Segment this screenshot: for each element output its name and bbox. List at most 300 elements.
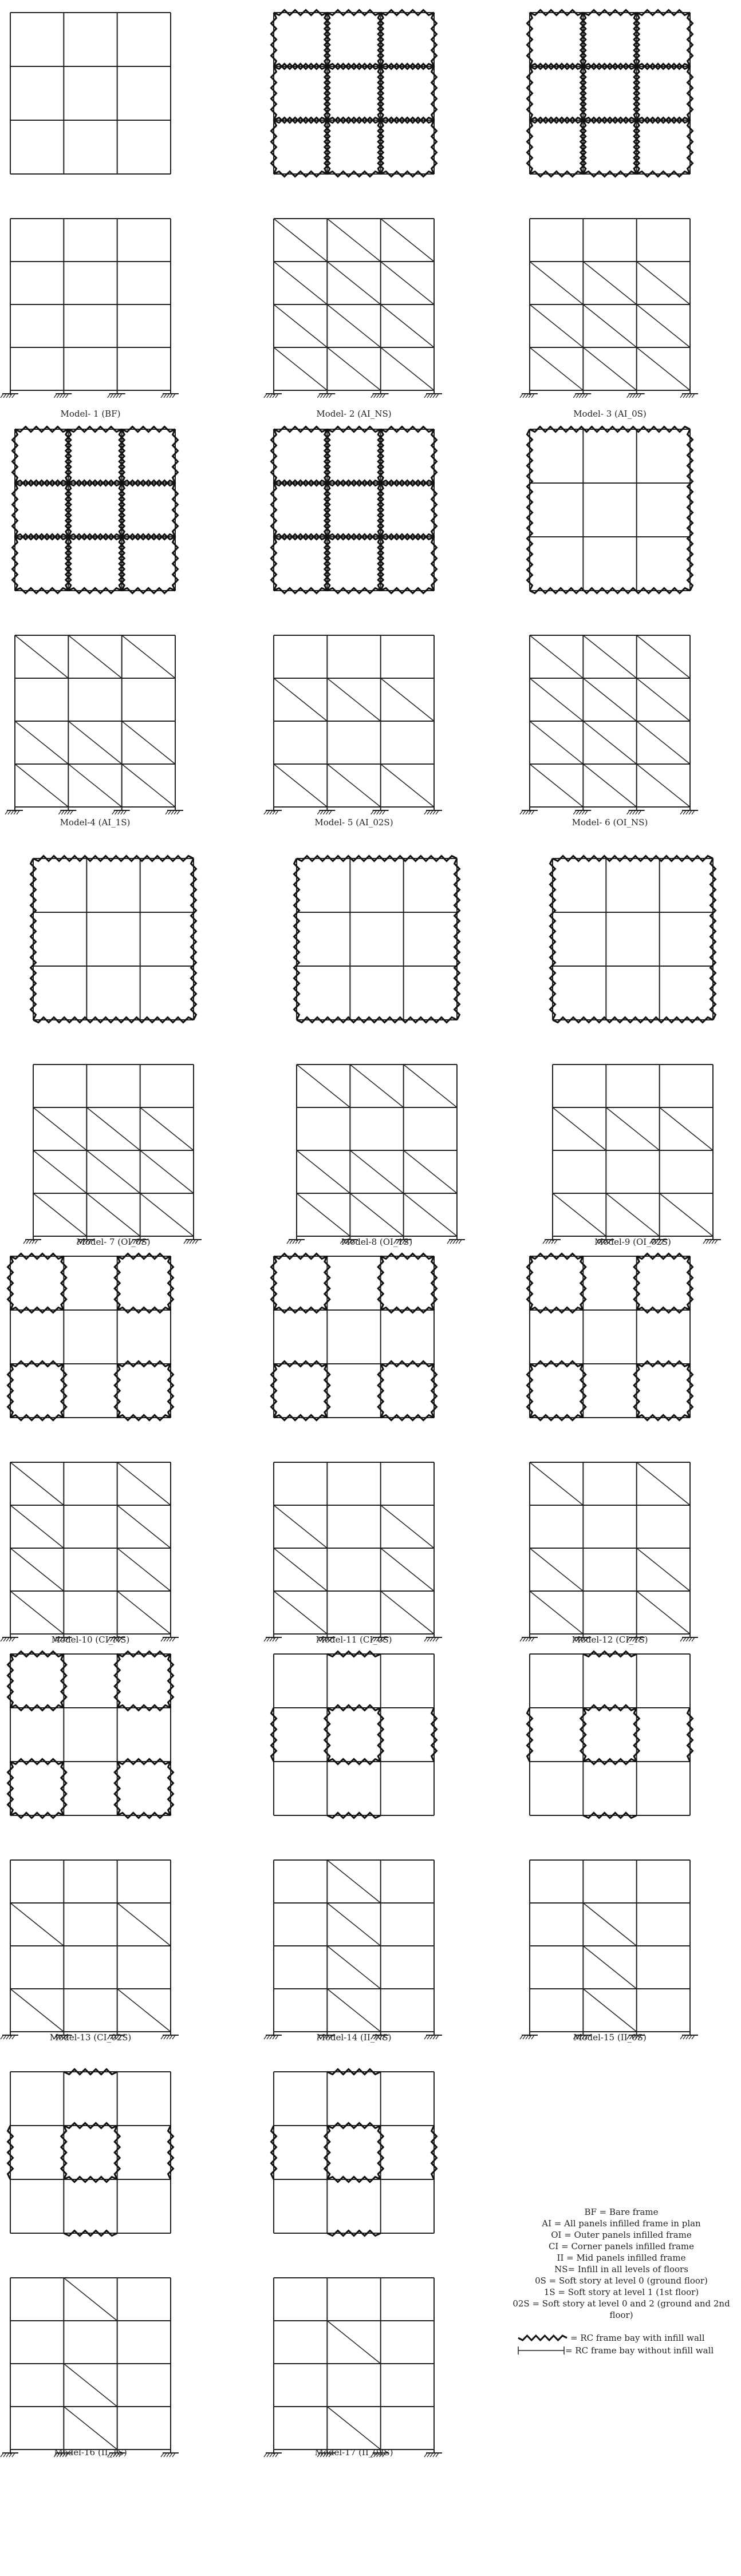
plan-view bbox=[8, 2069, 174, 2236]
infill-wall-outline bbox=[13, 535, 71, 593]
model-caption: Model-14 (II_NS) bbox=[316, 2032, 392, 2043]
infill-strut bbox=[583, 1903, 636, 1946]
model-caption: Model-12 (CI_1S) bbox=[571, 1635, 648, 1645]
infill-strut bbox=[117, 1548, 171, 1591]
infill-strut bbox=[327, 347, 380, 390]
infill-strut bbox=[64, 2407, 117, 2450]
support-hatch bbox=[323, 810, 326, 814]
support-hatch bbox=[683, 810, 686, 814]
support-hatch bbox=[582, 810, 585, 814]
support-hatch bbox=[374, 810, 377, 814]
plan-view bbox=[10, 13, 171, 174]
support-hatch bbox=[164, 2453, 167, 2457]
support-hatch bbox=[111, 394, 113, 398]
infill-wall-outline bbox=[119, 535, 178, 593]
support-hatch bbox=[456, 1240, 459, 1244]
support-hatch bbox=[579, 394, 582, 398]
infill-strut bbox=[381, 764, 434, 807]
support-hatch bbox=[546, 1240, 549, 1244]
infill-strut bbox=[381, 347, 434, 390]
support-hatch bbox=[58, 810, 61, 814]
infill-strut bbox=[637, 1591, 690, 1634]
support-hatch bbox=[520, 1637, 523, 1641]
infill-strut bbox=[530, 1591, 583, 1634]
support-hatch bbox=[26, 1240, 29, 1244]
infill-strut bbox=[33, 1193, 86, 1236]
infill-strut bbox=[381, 1548, 434, 1591]
support-hatch bbox=[520, 394, 523, 398]
infill-strut bbox=[140, 1193, 194, 1236]
infill-strut bbox=[10, 1903, 64, 1946]
support-hatch bbox=[374, 394, 377, 398]
infill-strut bbox=[381, 262, 434, 304]
infill-strut bbox=[530, 721, 583, 764]
support-hatch bbox=[638, 810, 641, 814]
elevation-view bbox=[264, 1860, 442, 2039]
support-hatch bbox=[430, 394, 433, 398]
support-hatch bbox=[167, 2453, 170, 2457]
infill-strut bbox=[637, 1548, 690, 1591]
infill-wall-outline bbox=[527, 64, 586, 123]
infill-strut bbox=[68, 635, 121, 678]
support-hatch bbox=[3, 1637, 6, 1641]
infill-strut bbox=[530, 304, 583, 347]
support-hatch bbox=[433, 2035, 436, 2039]
infill-strut bbox=[274, 304, 327, 347]
support-hatch bbox=[267, 2035, 270, 2039]
plan-view bbox=[550, 856, 716, 1023]
elevation-view bbox=[287, 1065, 465, 1244]
infill-strut bbox=[33, 1107, 86, 1150]
support-hatch bbox=[12, 1637, 15, 1641]
infill-strut bbox=[297, 1150, 350, 1193]
support-hatch bbox=[270, 810, 273, 814]
legend-line: 1S = Soft story at level 1 (1st floor) bbox=[543, 2287, 699, 2297]
support-hatch bbox=[709, 1240, 712, 1244]
support-hatch bbox=[6, 2035, 9, 2039]
infill-strut bbox=[10, 1462, 64, 1505]
support-hatch bbox=[326, 394, 329, 398]
infill-strut bbox=[583, 1989, 636, 2032]
support-hatch bbox=[195, 1240, 198, 1244]
infill-wall-outline bbox=[581, 118, 639, 177]
infill-strut bbox=[117, 1989, 171, 2032]
support-hatch bbox=[275, 2453, 278, 2457]
support-hatch bbox=[29, 1240, 32, 1244]
infill-strut bbox=[530, 635, 583, 678]
infill-strut bbox=[117, 1591, 171, 1634]
infill-wall-outline bbox=[378, 10, 436, 69]
infill-wall-outline bbox=[581, 64, 639, 123]
infill-wall-outline bbox=[378, 427, 436, 486]
support-hatch bbox=[170, 394, 172, 398]
support-hatch bbox=[298, 1240, 301, 1244]
support-hatch bbox=[436, 1637, 439, 1641]
support-hatch bbox=[270, 394, 273, 398]
infill-strut bbox=[10, 1989, 64, 2032]
support-hatch bbox=[380, 810, 383, 814]
support-hatch bbox=[60, 394, 62, 398]
infill-strut bbox=[530, 764, 583, 807]
infill-strut bbox=[86, 1193, 140, 1236]
support-hatch bbox=[683, 1637, 686, 1641]
infill-strut bbox=[68, 721, 121, 764]
support-hatch bbox=[531, 810, 534, 814]
model-caption: Model-10 (CI_NS) bbox=[51, 1635, 130, 1645]
plan-view bbox=[271, 427, 437, 593]
support-hatch bbox=[638, 394, 641, 398]
legend-line: AI = All panels infilled frame in plan bbox=[542, 2218, 701, 2229]
support-hatch bbox=[689, 394, 692, 398]
infill-strut bbox=[33, 1150, 86, 1193]
support-hatch bbox=[54, 394, 57, 398]
support-hatch bbox=[531, 394, 534, 398]
support-hatch bbox=[450, 1240, 453, 1244]
infill-wall-outline bbox=[13, 481, 71, 540]
infill-strut bbox=[122, 764, 175, 807]
plan-view bbox=[527, 1652, 693, 1818]
infill-wall-outline bbox=[115, 1759, 173, 1818]
support-hatch bbox=[680, 394, 683, 398]
infill-strut bbox=[350, 1150, 403, 1193]
infill-strut bbox=[327, 1946, 380, 1989]
support-hatch bbox=[108, 394, 111, 398]
infill-strut bbox=[637, 721, 690, 764]
model-caption: Model- 5 (AI_02S) bbox=[314, 817, 393, 828]
support-hatch bbox=[172, 1637, 175, 1641]
infill-strut bbox=[583, 262, 636, 304]
infill-strut bbox=[606, 1193, 659, 1236]
support-hatch bbox=[192, 1240, 195, 1244]
elevation-view bbox=[1, 1462, 179, 1641]
support-hatch bbox=[6, 394, 9, 398]
support-hatch bbox=[427, 1637, 430, 1641]
infill-strut bbox=[404, 1150, 457, 1193]
support-hatch bbox=[686, 1637, 689, 1641]
infill-strut bbox=[68, 764, 121, 807]
infill-strut bbox=[10, 1591, 64, 1634]
elevation-view bbox=[1, 219, 179, 398]
elevation-view bbox=[543, 1065, 721, 1244]
infill-wall-outline bbox=[325, 535, 383, 593]
support-hatch bbox=[320, 810, 323, 814]
support-hatch bbox=[270, 2453, 273, 2457]
model-caption: Model-13 (CI_02S) bbox=[49, 2032, 132, 2043]
support-hatch bbox=[383, 810, 385, 814]
support-hatch bbox=[170, 2453, 172, 2457]
infill-strut bbox=[15, 635, 68, 678]
elevation-view bbox=[264, 1462, 442, 1641]
infill-wall-outline bbox=[378, 535, 436, 593]
plan-view bbox=[271, 2069, 437, 2236]
infill-strut bbox=[583, 1946, 636, 1989]
infill-strut bbox=[583, 347, 636, 390]
model-caption: Model- 7 (OI_0S) bbox=[76, 1237, 151, 1247]
support-hatch bbox=[706, 1240, 709, 1244]
infill-strut bbox=[64, 2278, 117, 2321]
elevation-view bbox=[520, 635, 698, 814]
support-hatch bbox=[3, 394, 6, 398]
legend bbox=[513, 2207, 730, 2356]
support-hatch bbox=[712, 1240, 715, 1244]
infill-wall-outline bbox=[115, 1652, 173, 1711]
support-hatch bbox=[427, 2453, 430, 2457]
infill-wall-outline bbox=[294, 856, 460, 1023]
support-hatch bbox=[430, 2035, 433, 2039]
support-hatch bbox=[424, 810, 427, 814]
support-hatch bbox=[35, 1240, 38, 1244]
support-hatch bbox=[264, 2453, 267, 2457]
support-hatch bbox=[164, 2035, 167, 2039]
infill-strut bbox=[530, 1462, 583, 1505]
support-hatch bbox=[323, 394, 326, 398]
infill-wall-outline bbox=[61, 2123, 120, 2182]
support-hatch bbox=[275, 394, 278, 398]
support-hatch bbox=[112, 810, 115, 814]
support-hatch bbox=[113, 394, 116, 398]
infill-strut bbox=[117, 1505, 171, 1548]
infill-wall-outline bbox=[527, 118, 586, 177]
infill-wall-outline bbox=[31, 856, 196, 1023]
elevation-view bbox=[264, 635, 442, 814]
infill-strut bbox=[86, 1150, 140, 1193]
plan-view bbox=[527, 10, 693, 177]
support-hatch bbox=[686, 394, 689, 398]
infill-strut bbox=[327, 2321, 380, 2364]
support-hatch bbox=[172, 394, 175, 398]
legend-line: NS= Infill in all levels of floors bbox=[554, 2264, 688, 2274]
support-hatch bbox=[329, 394, 332, 398]
model-caption: Model-9 (OI_02S) bbox=[594, 1237, 671, 1247]
model-caption: Model-17 (II_02S) bbox=[314, 2447, 393, 2458]
infill-strut bbox=[637, 347, 690, 390]
model-caption: Model- 3 (AI_0S) bbox=[573, 409, 647, 419]
infill-wall-outline bbox=[527, 1254, 586, 1313]
support-hatch bbox=[377, 810, 380, 814]
infill-strut bbox=[327, 1903, 380, 1946]
support-hatch bbox=[264, 394, 267, 398]
support-hatch bbox=[523, 394, 526, 398]
support-hatch bbox=[270, 2035, 273, 2039]
infill-wall-outline bbox=[8, 1759, 66, 1818]
support-hatch bbox=[680, 1637, 683, 1641]
support-hatch bbox=[523, 810, 526, 814]
infill-wall-outline bbox=[271, 1362, 330, 1420]
infill-wall-outline bbox=[581, 10, 639, 69]
support-hatch bbox=[630, 394, 633, 398]
infill-wall-outline bbox=[271, 64, 330, 123]
support-hatch bbox=[543, 1240, 546, 1244]
support-hatch bbox=[161, 2035, 164, 2039]
support-hatch bbox=[573, 394, 576, 398]
infill-strut bbox=[327, 304, 380, 347]
support-hatch bbox=[11, 810, 14, 814]
support-hatch bbox=[290, 1240, 293, 1244]
model-caption: Model-16 (II_1S) bbox=[54, 2447, 127, 2458]
infill-wall-outline bbox=[66, 481, 124, 540]
infill-strut bbox=[381, 219, 434, 262]
support-hatch bbox=[119, 394, 122, 398]
infill-strut bbox=[15, 764, 68, 807]
elevation-view bbox=[1, 1860, 179, 2039]
legend-line: OI = Outer panels infilled frame bbox=[551, 2230, 692, 2240]
support-hatch bbox=[1, 2453, 3, 2457]
infill-strut bbox=[10, 1548, 64, 1591]
support-hatch bbox=[17, 810, 19, 814]
model-caption: Model-15 (II_0S) bbox=[573, 2032, 647, 2043]
infill-wall-outline bbox=[8, 1652, 66, 1711]
support-hatch bbox=[167, 394, 170, 398]
support-hatch bbox=[8, 810, 11, 814]
plan-view bbox=[271, 1254, 437, 1420]
support-hatch bbox=[683, 2035, 686, 2039]
infill-wall-outline bbox=[634, 1254, 692, 1313]
support-hatch bbox=[115, 810, 118, 814]
support-hatch bbox=[383, 394, 385, 398]
support-hatch bbox=[523, 2035, 526, 2039]
support-hatch bbox=[170, 2035, 172, 2039]
infill-wall-outline bbox=[325, 2123, 383, 2182]
support-hatch bbox=[526, 2035, 529, 2039]
support-hatch bbox=[6, 1637, 9, 1641]
support-hatch bbox=[633, 394, 636, 398]
infill-wall-outline bbox=[271, 481, 330, 540]
support-hatch bbox=[320, 394, 323, 398]
support-hatch bbox=[287, 1240, 290, 1244]
infill-strut bbox=[327, 1989, 380, 2032]
support-hatch bbox=[190, 1240, 192, 1244]
infill-wall-outline bbox=[378, 64, 436, 123]
infill-wall-outline bbox=[634, 118, 692, 177]
infill-strut bbox=[381, 678, 434, 721]
support-hatch bbox=[121, 810, 124, 814]
support-hatch bbox=[371, 810, 374, 814]
infill-strut bbox=[404, 1193, 457, 1236]
elevation-view bbox=[1, 2278, 179, 2457]
support-hatch bbox=[680, 810, 683, 814]
support-hatch bbox=[627, 394, 630, 398]
infill-wall-outline bbox=[325, 10, 383, 69]
support-hatch bbox=[692, 2035, 695, 2039]
infill-strut bbox=[327, 678, 380, 721]
infill-wall-outline bbox=[115, 1362, 173, 1420]
infill-strut bbox=[637, 678, 690, 721]
support-hatch bbox=[689, 1637, 692, 1641]
infill-strut bbox=[381, 1505, 434, 1548]
legend-infill-text: = RC frame bay with infill wall bbox=[570, 2333, 705, 2343]
support-hatch bbox=[427, 394, 430, 398]
plan-view bbox=[271, 10, 437, 177]
support-hatch bbox=[430, 810, 433, 814]
legend-line: CI = Corner panels infilled frame bbox=[548, 2241, 695, 2251]
support-hatch bbox=[61, 810, 64, 814]
support-hatch bbox=[171, 810, 174, 814]
support-hatch bbox=[433, 810, 436, 814]
elevation-view bbox=[5, 635, 183, 814]
support-hatch bbox=[3, 2035, 6, 2039]
legend-line: BF = Bare frame bbox=[584, 2207, 659, 2217]
support-hatch bbox=[118, 810, 121, 814]
support-hatch bbox=[703, 1240, 706, 1244]
infill-wall-outline bbox=[634, 10, 692, 69]
support-hatch bbox=[585, 810, 588, 814]
plan-view bbox=[527, 1254, 693, 1420]
plan-view bbox=[294, 856, 460, 1023]
support-hatch bbox=[520, 810, 523, 814]
infill-strut bbox=[140, 1107, 194, 1150]
support-hatch bbox=[424, 2035, 427, 2039]
support-hatch bbox=[433, 2453, 436, 2457]
support-hatch bbox=[172, 2035, 175, 2039]
model-caption: Model-8 (OI_1S) bbox=[341, 1237, 413, 1247]
legend-line: II = Mid panels infilled frame bbox=[557, 2253, 686, 2263]
infill-strut bbox=[350, 1065, 403, 1107]
infill-strut bbox=[583, 678, 636, 721]
elevation-view bbox=[23, 1065, 202, 1244]
infill-strut bbox=[660, 1107, 713, 1150]
support-hatch bbox=[633, 810, 636, 814]
infill-strut bbox=[583, 304, 636, 347]
model-caption: Model-11 (CI_0S) bbox=[316, 1635, 392, 1645]
support-hatch bbox=[636, 394, 638, 398]
support-hatch bbox=[65, 394, 68, 398]
infill-wall-outline bbox=[271, 10, 330, 69]
infill-strut bbox=[140, 1150, 194, 1193]
support-hatch bbox=[424, 1637, 427, 1641]
infill-wall-outline bbox=[378, 1254, 436, 1313]
support-hatch bbox=[531, 2035, 534, 2039]
legend-bare-text: = RC frame bay without infill wall bbox=[565, 2345, 714, 2356]
infill-wall-outline bbox=[527, 1362, 586, 1420]
infill-strut bbox=[553, 1193, 606, 1236]
infill-wall-outline bbox=[634, 64, 692, 123]
infill-strut bbox=[350, 1193, 403, 1236]
infill-wall-outline bbox=[527, 10, 586, 69]
support-hatch bbox=[371, 394, 374, 398]
support-hatch bbox=[424, 2453, 427, 2457]
infill-wall-outline bbox=[8, 1362, 66, 1420]
infill-wall-outline bbox=[378, 1362, 436, 1420]
support-hatch bbox=[264, 810, 267, 814]
support-hatch bbox=[326, 810, 329, 814]
infill-wall-outline bbox=[66, 427, 124, 486]
support-hatch bbox=[275, 810, 278, 814]
model-caption: Model- 1 (BF) bbox=[60, 409, 121, 419]
support-hatch bbox=[5, 810, 8, 814]
support-hatch bbox=[377, 394, 380, 398]
elevation-view bbox=[264, 2278, 442, 2457]
elevation-view bbox=[520, 219, 698, 398]
support-hatch bbox=[184, 1240, 187, 1244]
infill-strut bbox=[381, 1591, 434, 1634]
support-hatch bbox=[627, 810, 630, 814]
infill-strut bbox=[274, 1548, 327, 1591]
support-hatch bbox=[520, 2035, 523, 2039]
support-hatch bbox=[317, 394, 320, 398]
support-hatch bbox=[680, 2035, 683, 2039]
support-hatch bbox=[436, 2453, 439, 2457]
support-hatch bbox=[116, 394, 119, 398]
infill-wall-outline bbox=[527, 427, 693, 593]
infill-strut bbox=[530, 347, 583, 390]
support-hatch bbox=[683, 394, 686, 398]
infill-wall-outline bbox=[581, 1706, 639, 1764]
infill-strut bbox=[381, 304, 434, 347]
support-hatch bbox=[12, 2035, 15, 2039]
infill-strut bbox=[10, 1505, 64, 1548]
infill-strut bbox=[553, 1107, 606, 1150]
infill-wall-outline bbox=[325, 64, 383, 123]
